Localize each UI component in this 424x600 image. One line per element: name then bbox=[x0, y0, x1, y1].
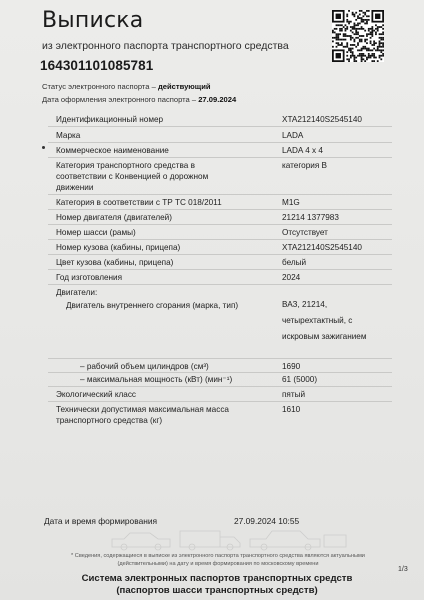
brand-label: Марка bbox=[56, 131, 81, 140]
row-divider bbox=[48, 224, 392, 225]
body-color-value: белый bbox=[282, 258, 307, 267]
brand-value: LADA bbox=[282, 131, 304, 140]
row-divider bbox=[48, 194, 392, 195]
status-value: действующий bbox=[157, 82, 211, 91]
max-mass-label: Технически допустимая максимальная масса транспортного средства (кг) bbox=[56, 405, 229, 425]
row-divider bbox=[48, 209, 392, 210]
vin-label: Идентификационный номер bbox=[56, 115, 164, 124]
power-value: 61 (5000) bbox=[282, 375, 318, 384]
row-divider bbox=[48, 142, 392, 143]
displacement-label: – рабочий объем цилиндров (см³) bbox=[80, 362, 209, 371]
document-subtitle: из электронного паспорта транспортного средства bbox=[42, 40, 289, 52]
body-number-value: XTA212140S2545140 bbox=[282, 243, 362, 252]
chassis-number-label: Номер шасси (рамы) bbox=[56, 228, 136, 237]
vehicles-watermark-icon bbox=[110, 525, 350, 551]
displacement-value: 1690 bbox=[282, 362, 301, 371]
issued-value: 27.09.2024 bbox=[198, 95, 237, 104]
passport-status bbox=[42, 82, 211, 91]
year-value: 2024 bbox=[282, 273, 301, 282]
body-color-label: Цвет кузова (кабины, прицепа) bbox=[56, 258, 174, 267]
body-number-label: Номер кузова (кабины, прицепа) bbox=[56, 243, 181, 252]
tr-category-label: Категория в соответствии с ТР ТС 018/2011 bbox=[56, 198, 222, 207]
power-label: – максимальная мощность (кВт) (мин⁻¹) bbox=[80, 375, 233, 384]
footnote: * Сведения, содержащиеся в выписке из электронного паспорта транспортного средства являются актуальными (действительными) на дату и время формирования по московскому времени bbox=[71, 553, 365, 567]
status-label: Статус электронного паспорта – bbox=[42, 82, 158, 91]
category-value: категория B bbox=[282, 161, 328, 170]
row-divider bbox=[48, 358, 392, 359]
ice-label: Двигатель внутреннего сгорания (марка, тип) bbox=[66, 301, 239, 310]
formed-value: 27.09.2024 10:55 bbox=[234, 516, 300, 526]
row-divider bbox=[48, 401, 392, 402]
model-value: LADA 4 x 4 bbox=[282, 146, 323, 155]
max-mass-value: 1610 bbox=[282, 405, 301, 414]
document-title: Выписка bbox=[42, 8, 144, 33]
row-divider bbox=[48, 284, 392, 285]
row-divider bbox=[48, 254, 392, 255]
year-label: Год изготовления bbox=[56, 273, 123, 282]
page-number: 1/3 bbox=[398, 566, 408, 573]
engine-number-label: Номер двигателя (двигателей) bbox=[56, 213, 172, 222]
passport-issue-date bbox=[42, 95, 236, 104]
eco-class-value: пятый bbox=[282, 390, 306, 399]
row-divider bbox=[48, 386, 392, 387]
row-divider bbox=[48, 372, 392, 373]
scan-speck bbox=[42, 146, 45, 149]
engines-header: Двигатели: bbox=[56, 288, 98, 297]
formed-label: Дата и время формирования bbox=[44, 516, 158, 526]
document-number: 164301101085781 bbox=[40, 58, 154, 73]
eco-class-label: Экологический класс bbox=[56, 390, 137, 399]
ice-value: ВАЗ, 21214, четырехтактный, с искровым зажиганием bbox=[282, 300, 367, 341]
vin-value: XTA212140S2545140 bbox=[282, 115, 362, 124]
system-title: Система электронных паспортов транспортных средств (паспортов шасси транспортных средств) bbox=[81, 573, 353, 596]
row-divider bbox=[48, 239, 392, 240]
tr-category-value: M1G bbox=[282, 198, 300, 207]
row-divider bbox=[48, 126, 392, 127]
engine-number-value: 21214 1377983 bbox=[282, 213, 339, 222]
qr-code-icon bbox=[332, 10, 384, 62]
issued-label: Дата оформления электронного паспорта – bbox=[42, 95, 199, 104]
row-divider bbox=[48, 269, 392, 270]
row-divider bbox=[48, 157, 392, 158]
chassis-number-value: Отсутствует bbox=[282, 228, 328, 237]
model-label: Коммерческое наименование bbox=[56, 146, 169, 155]
category-label: Категория транспортного средства в соответствии с Конвенцией о дорожном движении bbox=[56, 161, 209, 192]
